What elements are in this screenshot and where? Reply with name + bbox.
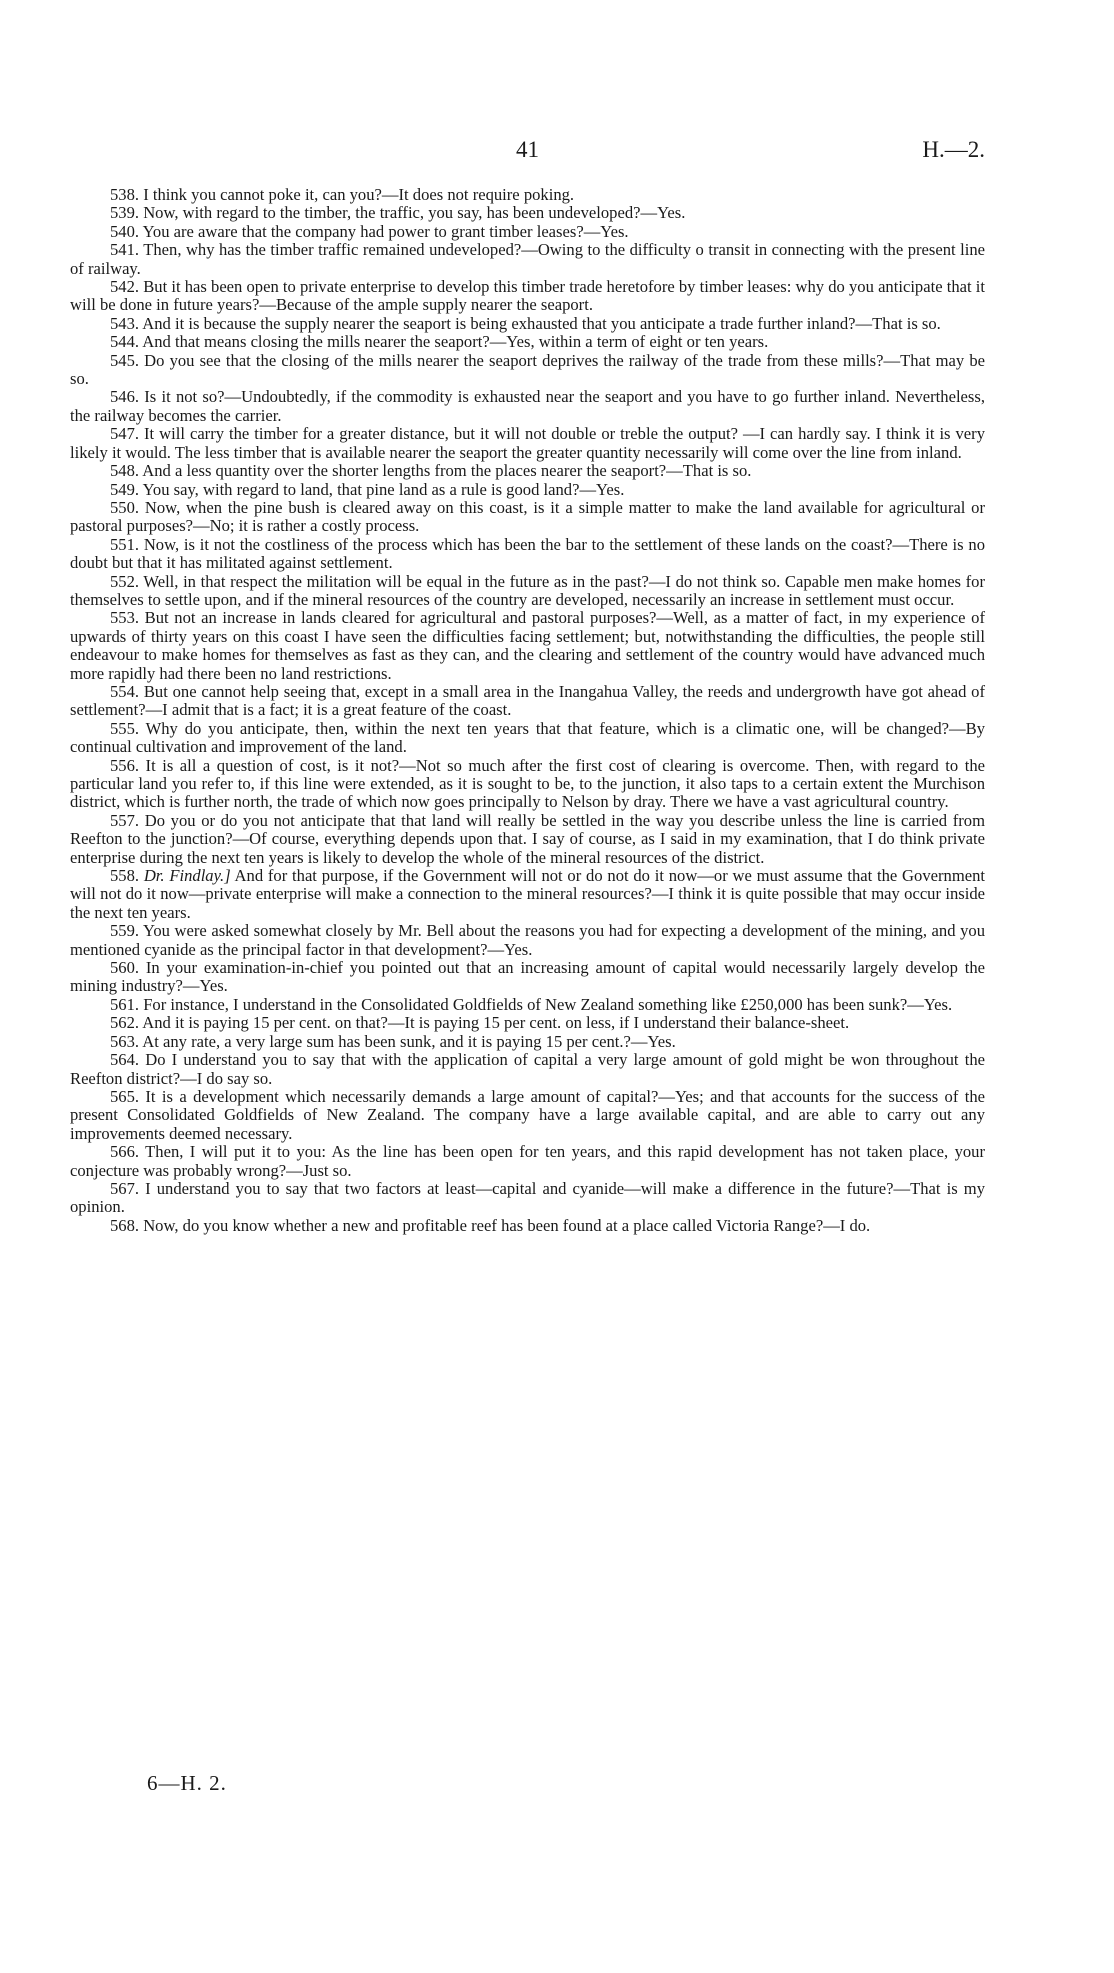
paragraph-556: 556. It is all a question of cost, is it not?—Not so much after the first cost of clearing is overcome. Then, with regard to the particular land you refer to, if this line were extended, as it is sought to be, to the junction, it also taps to a certain extent the Murchison district, which is further north, the trade of which now goes principally to Nelson by dray. There we have a vast agricultural country.	[70, 755, 985, 812]
paragraph-544: 544. And that means closing the mills nearer the seaport?—Yes, within a term of eight or ten years.	[110, 332, 769, 352]
paragraph-561: 561. For instance, I understand in the Consolidated Goldfields of New Zealand something like £250,000 has been sunk?—Yes.	[110, 994, 953, 1014]
paragraph-554: 554. But one cannot help seeing that, except in a small area in the Inangahua Valley, the reeds and undergrowth have got ahead of settlement?—I admit that is a fact; it is a great feature of the coast.	[70, 681, 985, 720]
paragraph-557: 557. Do you or do you not anticipate that that land will really be settled in the way you describe unless the line is carried from Reefton to the junction?—Of course, everything depends upon that. I say of course, as I said in my examination, that I do think private enterprise during the next ten years is likely to develop the whole of the mineral resources of the district.	[70, 810, 985, 867]
paragraph-563: 563. At any rate, a very large sum has been sunk, and it is paying 15 per cent.?—Yes.	[110, 1031, 676, 1051]
paragraph-543: 543. And it is because the supply nearer the seaport is being exhausted that you anticipate a trade further inland?—That is so.	[110, 313, 941, 333]
paragraph-558-number: 558.	[110, 866, 140, 886]
paragraph-547: 547. It will carry the timber for a greater distance, but it will not double or treble the output? —I can hardly say. I think it is very likely it would. The less timber that is available nearer the seaport the greater quantity necessarily will come over the line from inland.	[70, 424, 985, 462]
paragraph-562: 562. And it is paying 15 per cent. on that?—It is paying 15 per cent. on less, if I understand their balance-sheet.	[110, 1013, 850, 1033]
paragraph-560: 560. In your examination-in-chief you pointed out that an increasing amount of capital would necessarily largely develop the mining industry?—Yes.	[70, 958, 985, 996]
paragraph-565: 565. It is a development which necessarily demands a large amount of capital?—Yes; and that accounts for the success of the present Consolidated Goldfields of New Zealand. The company have a large available capital, and are able to carry out any improvements deemed necessary.	[70, 1086, 985, 1143]
signature-mark: 6—H. 2.	[147, 1771, 227, 1795]
paragraph-555: 555. Why do you anticipate, then, within the next ten years that that feature, which is a climatic one, will be changed?—By continual cultivation and improvement of the land.	[70, 718, 985, 757]
paragraph-559: 559. You were asked somewhat closely by Mr. Bell about the reasons you had for expecting a development of the mining, and you mentioned cyanide as the principal factor in that development?—Yes.	[70, 921, 985, 959]
paragraph-552: 552. Well, in that respect the militation will be equal in the future as in the past?—I do not think so. Capable men make homes for themselves to settle upon, and if the mineral resources of the country are developed, necessarily an increase in settlement must occur.	[70, 571, 985, 609]
paragraph-538: 538. I think you cannot poke it, can you?—It does not require poking.	[110, 185, 575, 204]
document-reference: H.—2.	[922, 137, 985, 162]
paragraph-564: 564. Do I understand you to say that with the application of capital a very large amount of gold might be won throughout the Reefton district?—I do say so.	[70, 1050, 985, 1088]
paragraph-539: 539. Now, with regard to the timber, the traffic, you say, has been undeveloped?—Yes.	[110, 203, 686, 223]
paragraph-553: 553. But not an increase in lands cleared for agricultural and pastoral purposes?—Well, as a matter of fact, in my experience of upwards of thirty years on this coast I have seen the difficulties facing settlement; but, notwithstanding the difficulties, the people still endeavour to make homes for themselves as fast as they can, and the clearing and settlement of the country would have advanced much more rapidly had there been no land restrictions.	[70, 608, 985, 683]
paragraph-546: 546. Is it not so?—Undoubtedly, if the commodity is exhausted near the seaport and you have to go further inland. Nevertheless, the railway becomes the carrier.	[70, 387, 985, 425]
paragraph-540: 540. You are aware that the company had power to grant timber leases?—Yes.	[110, 221, 629, 241]
paragraph-567: 567. I understand you to say that two factors at least—capital and cyanide—will make a difference in the future?—That is my opinion.	[70, 1178, 985, 1217]
paragraph-568: 568. Now, do you know whether a new and profitable reef has been found at a place called Victoria Range?—I do.	[110, 1215, 871, 1235]
paragraph-558	[70, 867, 985, 922]
paragraph-542: 542. But it has been open to private enterprise to develop this timber trade heretofore by timber leases: why do you anticipate that it will be done in future years?—Because of the ample supply nearer the seaport.	[70, 277, 985, 315]
paragraph-549: 549. You say, with regard to land, that pine land as a rule is good land?—Yes.	[110, 479, 625, 499]
speaker-label: Dr. Findlay.]	[143, 866, 231, 886]
paragraph-550: 550. Now, when the pine bush is cleared away on this coast, is it a simple matter to make the land available for agricultural or pastoral purposes?—No; it is rather a costly process.	[70, 497, 985, 536]
paragraph-545: 545. Do you see that the closing of the mills nearer the seaport deprives the railway of the trade from these mills?—That may be so.	[70, 350, 985, 389]
page-body	[70, 186, 985, 1235]
paragraph-566: 566. Then, I will put it to you: As the line has been open for ten years, and this rapid development has not taken place, your conjecture was probably wrong?—Just so.	[70, 1142, 985, 1180]
paragraph-548: 548. And a less quantity over the shorter lengths from the places nearer the seaport?—That is so.	[110, 461, 752, 481]
paragraph-541: 541. Then, why has the timber traffic remained undeveloped?—Owing to the difficulty o transit in connecting with the present line of railway.	[70, 240, 985, 278]
paragraph-558-text: And for that purpose, if the Government will not or do not do it now—or we must assume that the Government will not do it now—private enterprise will make a connection to the mineral resources?—I think it is quite possible that may occur inside the next ten years.	[70, 866, 985, 922]
page-header	[70, 137, 985, 167]
paragraph-551: 551. Now, is it not the costliness of the process which has been the bar to the settlement of these lands on the coast?—There is no doubt but that it has militated against settlement.	[70, 534, 985, 573]
page-number: 41	[516, 137, 539, 162]
